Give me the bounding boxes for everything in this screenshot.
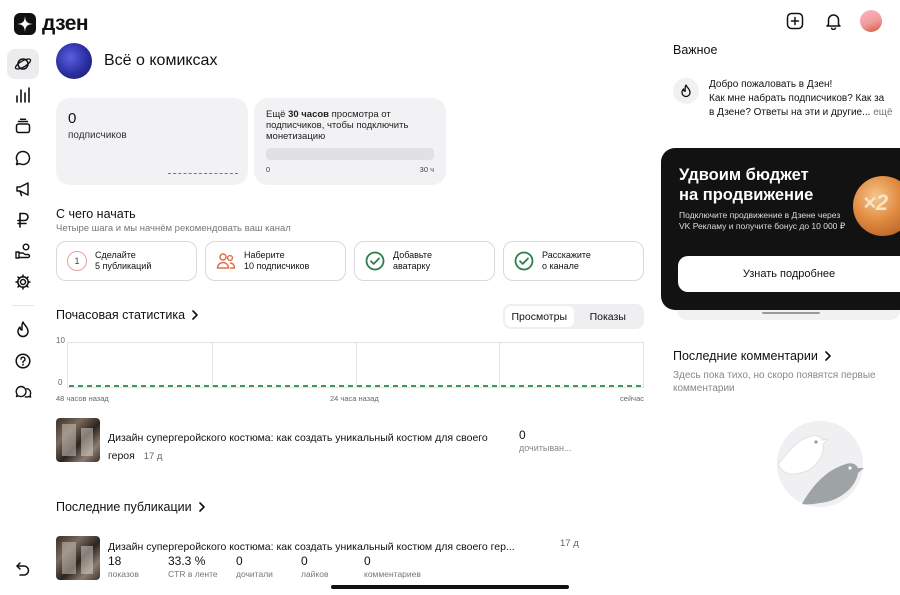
ruble-icon xyxy=(16,212,30,228)
getting-started-steps xyxy=(56,241,644,281)
hourly-chart xyxy=(56,336,644,406)
coin-label: ×2 xyxy=(863,190,889,215)
top-actions xyxy=(784,10,882,32)
bell-icon[interactable] xyxy=(822,10,844,32)
check-circle-icon xyxy=(514,251,534,271)
step-number: 1 xyxy=(67,251,87,271)
toggle-impressions[interactable]: Показы xyxy=(589,310,626,323)
x-tick-label: сейчас xyxy=(620,394,644,403)
scale-end: 30 ч xyxy=(419,165,434,174)
layers-icon xyxy=(15,118,31,134)
users-icon xyxy=(216,251,236,271)
stat-label: комментариев xyxy=(364,569,421,579)
step-label xyxy=(393,250,432,272)
stat-label: лайков xyxy=(301,569,329,579)
stat-value: 0 xyxy=(301,554,308,568)
step-line1: Расскажите xyxy=(542,250,591,260)
chevron-right-icon xyxy=(198,502,206,512)
publication-date: 17 д xyxy=(560,538,579,549)
publication-thumbnail xyxy=(56,536,100,580)
step-line2: 5 публикаций xyxy=(95,261,152,271)
toggle-views[interactable]: Просмотры xyxy=(505,306,574,327)
chart-svg xyxy=(68,343,645,389)
y-tick-label: 0 xyxy=(58,378,63,387)
notification-body-2 xyxy=(709,106,893,120)
chevron-right-icon xyxy=(191,310,199,320)
monetization-hours: 30 часов xyxy=(288,109,330,120)
back-button[interactable] xyxy=(7,553,39,584)
gear-icon xyxy=(15,274,31,290)
step-number-icon xyxy=(67,251,87,271)
step-subscribers[interactable] xyxy=(205,241,346,281)
planet-icon xyxy=(14,55,32,73)
subscribers-count: 0 xyxy=(68,110,77,127)
step-line1: Добавьте xyxy=(393,250,432,260)
notification-text xyxy=(709,78,893,120)
chart-plot-area xyxy=(67,342,644,388)
sidebar xyxy=(7,49,39,408)
publication-title: Дизайн супергеройского костюма: как создать уникальный костюм для своего гер... xyxy=(108,541,515,553)
promo-title-line2: на продвижение xyxy=(679,186,814,204)
notification-body-1: Как мне набрать подписчиков? Как за xyxy=(709,93,885,104)
step-label xyxy=(244,250,309,272)
chevron-right-icon xyxy=(824,351,832,361)
getting-started-title: С чего начать xyxy=(56,207,136,221)
hourly-stats-link[interactable] xyxy=(56,308,199,322)
monetization-scale xyxy=(266,165,434,174)
promo-title-line1: Удвоим бюджет xyxy=(679,166,809,184)
y-tick-label: 10 xyxy=(56,336,65,345)
publication-info xyxy=(108,418,508,464)
monetization-text xyxy=(266,109,434,142)
notification-more-link[interactable]: ещё xyxy=(870,107,893,118)
flame-badge-icon xyxy=(673,78,699,104)
stat-reads xyxy=(236,554,301,579)
step-line1: Сделайте xyxy=(95,250,136,260)
channel-header xyxy=(56,43,217,79)
publication-metric xyxy=(519,428,572,453)
step-line2: 10 подписчиков xyxy=(244,261,310,271)
monetization-text-prefix: Ещё xyxy=(266,109,289,120)
promo-learn-more-button[interactable]: Узнать подробнее xyxy=(678,256,900,292)
x-tick-label: 24 часа назад xyxy=(330,394,379,403)
latest-publications-title: Последние публикации xyxy=(56,500,192,514)
important-title: Важное xyxy=(673,43,718,57)
step-label xyxy=(95,250,151,272)
step-line2: о канале xyxy=(542,261,579,271)
help-icon xyxy=(15,353,31,369)
x-tick-label: 48 часов назад xyxy=(56,394,109,403)
sidebar-item-promotion[interactable] xyxy=(7,174,39,204)
publication-title: Дизайн супергеройского костюма: как создать уникальный костюм для своего героя xyxy=(108,432,488,462)
step-avatar[interactable] xyxy=(354,241,495,281)
promo-text: Подключите продвижение в Дзене через VK Рекламу и получите бонус до 10 000 ₽ xyxy=(679,210,846,231)
hourly-stats-title: Почасовая статистика xyxy=(56,308,186,322)
dzen-logo-text: дзен xyxy=(42,12,89,35)
empty-birds-illustration xyxy=(772,420,864,508)
step-line1: Наберите xyxy=(244,250,285,260)
notification-item[interactable] xyxy=(673,78,900,120)
sidebar-item-monetization[interactable] xyxy=(7,205,39,235)
stat-label: показов xyxy=(108,569,139,579)
notification-body-2-text: в Дзене? Ответы на эти и другие... xyxy=(709,107,871,118)
dzen-logo-icon xyxy=(14,13,36,35)
latest-comments-title: Последние комментарии xyxy=(673,349,818,363)
dzen-logo[interactable] xyxy=(14,12,88,36)
channel-avatar[interactable] xyxy=(56,43,92,79)
monetization-text-suffix: просмотра от подписчиков, чтобы подключить монетизацию xyxy=(266,109,409,142)
promo-banner[interactable] xyxy=(661,148,900,310)
promo-title xyxy=(679,165,813,205)
hand-coin-icon xyxy=(15,243,32,259)
subscribers-card[interactable] xyxy=(56,98,248,185)
coin-x2-image xyxy=(853,176,900,236)
sidebar-item-comments[interactable] xyxy=(7,143,39,173)
user-avatar[interactable] xyxy=(860,10,882,32)
comments-empty-text: Здесь пока тихо, но скоро появятся первые комментарии xyxy=(673,370,876,394)
step-publications[interactable] xyxy=(56,241,197,281)
publication-thumbnail xyxy=(56,418,100,462)
step-label xyxy=(542,250,591,272)
latest-publication-thumb[interactable] xyxy=(56,536,100,580)
stat-value: 0 xyxy=(364,554,371,568)
comment-bubble-icon xyxy=(15,150,31,166)
stat-impressions xyxy=(108,554,168,579)
chat-icon xyxy=(15,384,32,400)
latest-publications-link[interactable] xyxy=(56,500,206,514)
stat-label: дочитали xyxy=(236,569,273,579)
step-about[interactable] xyxy=(503,241,644,281)
stat-value: 18 xyxy=(108,554,122,568)
sidebar-divider xyxy=(12,305,34,306)
hourly-top-publication[interactable] xyxy=(56,418,644,464)
sidebar-item-donations[interactable] xyxy=(7,236,39,266)
sidebar-item-trends[interactable] xyxy=(7,314,39,344)
back-arrow-icon xyxy=(15,560,31,576)
add-post-icon[interactable] xyxy=(784,10,806,32)
latest-publication-info[interactable] xyxy=(108,537,588,555)
sidebar-item-help[interactable] xyxy=(7,346,39,376)
latest-comments-link[interactable] xyxy=(673,349,832,363)
flame-icon xyxy=(16,321,30,338)
sidebar-item-feedback[interactable] xyxy=(7,377,39,407)
step-line2: аватарку xyxy=(393,261,431,271)
monetization-progress-bar xyxy=(266,148,434,160)
stat-likes xyxy=(301,554,364,579)
promo-pager xyxy=(762,312,820,314)
scale-start: 0 xyxy=(266,165,271,174)
channel-title: Всё о комиксах xyxy=(104,52,218,69)
stat-label: CTR в ленте xyxy=(168,569,218,579)
megaphone-icon xyxy=(15,181,32,197)
stat-ctr xyxy=(168,554,236,579)
sidebar-item-publications[interactable] xyxy=(7,111,39,141)
subscribers-sparkline xyxy=(168,173,238,174)
check-circle-icon xyxy=(365,251,385,271)
metric-toggle xyxy=(503,304,644,329)
publication-stats xyxy=(108,554,444,579)
stat-value: 0 xyxy=(236,554,243,568)
stat-value: 33.3 % xyxy=(168,554,206,568)
sidebar-item-statistics[interactable] xyxy=(7,80,39,110)
sidebar-item-channel[interactable] xyxy=(7,49,39,79)
metric-label: дочитыван... xyxy=(519,443,572,453)
bar-chart-icon xyxy=(15,87,31,103)
sidebar-item-settings[interactable] xyxy=(7,267,39,297)
stat-comments xyxy=(364,554,444,579)
back-wrap xyxy=(7,553,39,583)
home-indicator[interactable] xyxy=(331,585,569,589)
publication-date: 17 д xyxy=(143,451,163,462)
monetization-card[interactable] xyxy=(254,98,446,185)
metric-value: 0 xyxy=(519,428,526,442)
getting-started-subtitle: Четыре шага и мы начнём рекомендовать ваш канал xyxy=(56,223,291,234)
subscribers-label: подписчиков xyxy=(68,130,127,141)
notification-title: Добро пожаловать в Дзен! xyxy=(709,79,833,90)
